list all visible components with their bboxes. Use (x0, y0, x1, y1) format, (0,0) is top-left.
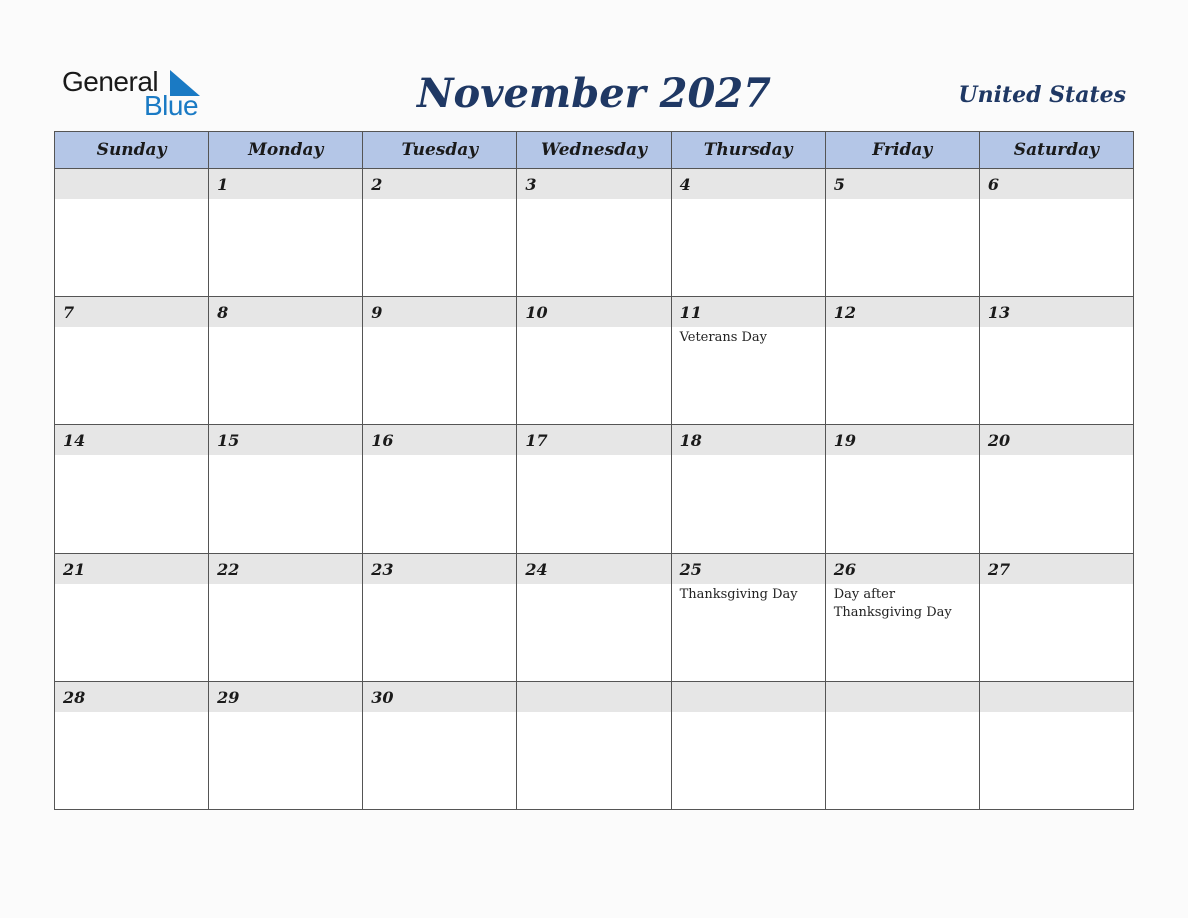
day-cell (517, 169, 671, 297)
week-row (55, 297, 1134, 425)
day-number: 2 (371, 175, 383, 194)
week-row (55, 425, 1134, 553)
country-label: United States (958, 82, 1126, 108)
day-cell (517, 425, 671, 553)
day-cell (55, 169, 209, 297)
day-cell (517, 297, 671, 425)
holiday-label: Thanksgiving Day (679, 586, 798, 602)
day-cell (363, 553, 517, 681)
day-number-bar (980, 682, 1133, 712)
day-number-bar (363, 425, 516, 455)
day-number: 1 (217, 175, 229, 194)
day-number-bar (672, 169, 825, 199)
weekday-monday: Monday (209, 132, 363, 169)
day-cell (363, 297, 517, 425)
day-cell (517, 553, 671, 681)
day-cell (979, 297, 1133, 425)
logo-text-general: General (62, 66, 159, 97)
day-number: 16 (371, 431, 394, 451)
day-number: 26 (833, 559, 856, 579)
day-number: 27 (987, 559, 1011, 579)
day-number: 3 (525, 175, 537, 194)
page-title: November 2027 (416, 70, 771, 117)
day-cell (671, 297, 825, 425)
day-number-bar (363, 297, 516, 327)
day-number-bar (55, 297, 208, 327)
day-number: 7 (63, 303, 75, 323)
day-number-bar (826, 169, 979, 199)
day-cell (55, 297, 209, 425)
day-cell (825, 169, 979, 297)
weekday-friday: Friday (825, 132, 979, 169)
day-number-bar (826, 425, 979, 455)
week-row (55, 169, 1134, 297)
day-number-bar (209, 554, 362, 584)
weekday-thursday: Thursday (671, 132, 825, 169)
day-number: 18 (679, 431, 702, 451)
day-number: 12 (833, 303, 856, 323)
day-number: 15 (217, 431, 240, 451)
day-number: 14 (63, 431, 86, 451)
day-cell (671, 681, 825, 809)
day-cell (55, 425, 209, 553)
logo-text-blue: Blue (144, 90, 199, 121)
day-number-bar (517, 682, 670, 712)
day-number: 22 (217, 559, 240, 579)
weekday-header-row (55, 132, 1134, 169)
day-cell (979, 553, 1133, 681)
day-number-bar (55, 425, 208, 455)
weekday-tuesday: Tuesday (363, 132, 517, 169)
day-number: 29 (217, 687, 240, 707)
holiday-label: Veterans Day (679, 330, 768, 346)
week-row (55, 553, 1134, 681)
day-number: 24 (525, 559, 548, 579)
day-cell (825, 553, 979, 681)
day-number-bar (980, 554, 1133, 584)
day-number: 25 (679, 559, 702, 579)
day-number-bar (980, 425, 1133, 455)
holiday-label: Day after Thanksgiving Day (833, 586, 952, 620)
day-number-bar (209, 682, 362, 712)
day-number-bar (672, 425, 825, 455)
day-cell (979, 169, 1133, 297)
day-number: 21 (63, 559, 86, 579)
day-cell (671, 425, 825, 553)
day-number: 23 (371, 559, 394, 579)
week-row (55, 681, 1134, 809)
day-number-bar (517, 297, 670, 327)
day-number: 6 (987, 175, 999, 194)
day-number: 28 (63, 687, 86, 707)
day-number-bar (55, 169, 208, 199)
day-number-bar (980, 169, 1133, 199)
day-cell (517, 681, 671, 809)
day-cell (55, 681, 209, 809)
day-number: 20 (987, 431, 1011, 451)
day-number: 30 (371, 687, 394, 707)
day-cell (825, 681, 979, 809)
day-cell (671, 553, 825, 681)
day-number-bar (209, 169, 362, 199)
day-cell (825, 297, 979, 425)
day-number-bar (826, 297, 979, 327)
day-cell (363, 681, 517, 809)
day-number: 8 (217, 303, 229, 323)
day-number: 19 (833, 431, 856, 451)
day-number-bar (55, 554, 208, 584)
day-cell (363, 425, 517, 553)
day-number-bar (980, 297, 1133, 327)
day-number-bar (672, 682, 825, 712)
day-cell (363, 169, 517, 297)
day-number-bar (363, 682, 516, 712)
day-number: 13 (987, 303, 1011, 323)
day-number-bar (209, 425, 362, 455)
day-number: 17 (525, 431, 548, 451)
day-cell (209, 681, 363, 809)
day-cell (209, 169, 363, 297)
day-cell (209, 297, 363, 425)
day-number: 4 (679, 175, 691, 194)
day-number-bar (826, 554, 979, 584)
day-number-bar (672, 297, 825, 327)
day-cell (979, 425, 1133, 553)
day-number-bar (55, 682, 208, 712)
weekday-sunday: Sunday (55, 132, 209, 169)
day-cell (671, 169, 825, 297)
day-number-bar (209, 297, 362, 327)
day-number-bar (363, 554, 516, 584)
day-number-bar (672, 554, 825, 584)
day-cell (979, 681, 1133, 809)
day-number-bar (517, 554, 670, 584)
calendar-grid (54, 131, 1134, 810)
day-number-bar (517, 169, 670, 199)
day-cell (209, 553, 363, 681)
day-number: 5 (833, 175, 845, 194)
day-number-bar (826, 682, 979, 712)
day-number: 9 (371, 303, 383, 323)
day-number-bar (517, 425, 670, 455)
day-number: 10 (525, 303, 548, 323)
weekday-wednesday: Wednesday (517, 132, 671, 169)
weekday-saturday: Saturday (979, 132, 1133, 169)
day-number: 11 (679, 303, 702, 323)
day-number-bar (363, 169, 516, 199)
day-cell (55, 553, 209, 681)
day-cell (209, 425, 363, 553)
day-cell (825, 425, 979, 553)
